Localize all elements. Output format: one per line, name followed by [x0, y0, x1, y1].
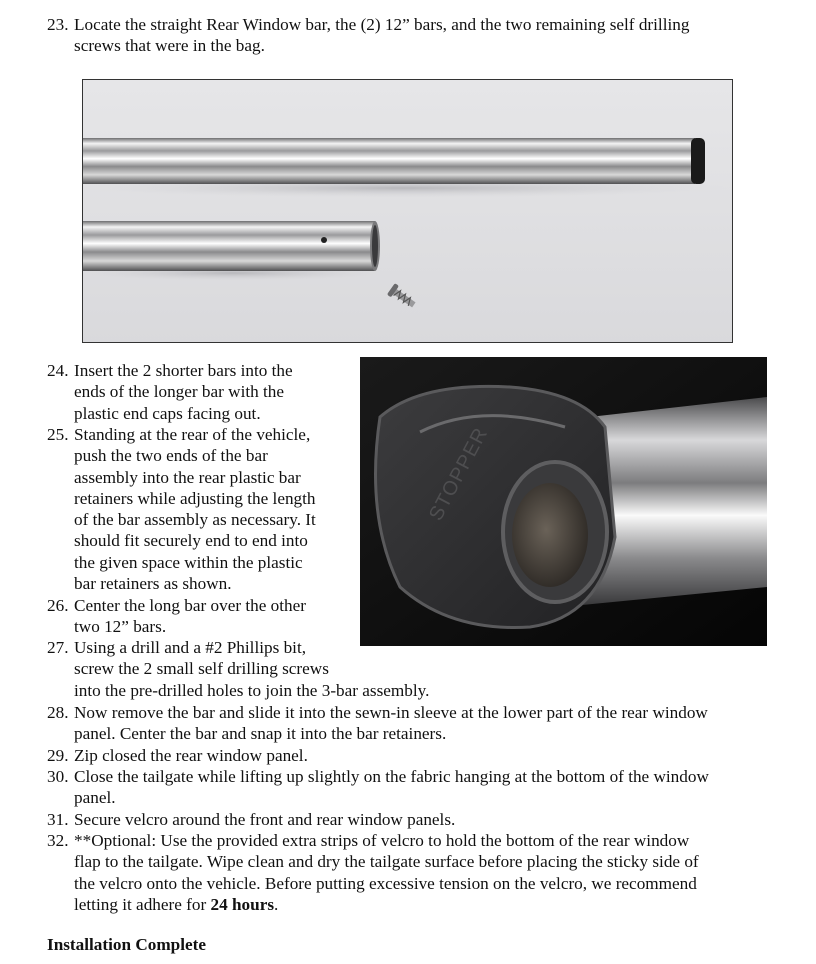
step-line: Insert the 2 shorter bars into the [74, 361, 293, 380]
step-line: ends of the longer bar with the [74, 382, 285, 402]
step-number: 26. [47, 596, 69, 615]
step-line: the velcro onto the vehicle. Before putting excessive tension on the velcro, we recommend [74, 873, 697, 893]
step-line: Center the long bar over the other [74, 596, 306, 615]
step-line: bar retainers as shown. [74, 574, 232, 594]
step-line: plastic end caps facing out. [74, 403, 261, 423]
step-line: panel. [74, 788, 116, 808]
step-line [74, 894, 699, 915]
step-text [74, 766, 709, 809]
step-number: 31. [47, 810, 69, 829]
step-line: Secure velcro around the front and rear window panels. [74, 810, 456, 829]
bold-duration: 24 hours [210, 894, 275, 914]
step-line: should fit securely end to end into [74, 531, 308, 551]
step-text [74, 14, 689, 57]
step-line: panel. Center the bar and snap it into the bar retainers. [74, 724, 447, 744]
step-text [74, 702, 708, 745]
step-number: 29. [47, 746, 69, 765]
step-text [74, 637, 429, 701]
step-text [74, 424, 316, 594]
step-line: assembly into the rear plastic bar [74, 467, 301, 487]
step-number: 30. [47, 767, 69, 786]
step-line: Zip closed the rear window panel. [74, 746, 308, 765]
bars-and-screw-photo [82, 79, 733, 343]
step-line: retainers while adjusting the length [74, 488, 316, 508]
step-line: flap to the tailgate. Wipe clean and dry the tailgate surface before placing the sticky side of [74, 852, 699, 872]
step-text [74, 745, 308, 766]
step-line: screw the 2 small self drilling screws [74, 659, 329, 679]
step-number: 24. [47, 361, 69, 380]
step-line: screws that were in the bag. [74, 36, 265, 56]
step-number: 27. [47, 638, 69, 657]
step-line: Now remove the bar and slide it into the sewn-in sleeve at the lower part of the rear window [74, 703, 708, 722]
step-line: the given space within the plastic [74, 552, 303, 572]
step-line-text: letting it adhere for [74, 894, 211, 914]
step-line: two 12” bars. [74, 617, 167, 637]
step-line: Standing at the rear of the vehicle, [74, 425, 311, 444]
step-text [74, 360, 293, 424]
step-line: **Optional: Use the provided extra strips of velcro to hold the bottom of the rear window [74, 831, 690, 850]
step-line: of the bar assembly as necessary. It [74, 510, 316, 530]
step-text [74, 595, 306, 638]
step-line: push the two ends of the bar [74, 446, 268, 466]
step-line: into the pre-drilled holes to join the 3-bar assembly. [74, 680, 430, 700]
step-number: 23. [47, 15, 69, 34]
step-line-end: . [274, 894, 279, 914]
step-number: 25. [47, 425, 69, 444]
step-line: Using a drill and a #2 Phillips bit, [74, 638, 307, 657]
step-line: Locate the straight Rear Window bar, the (2) 12” bars, and the two remaining self drilling [74, 15, 690, 34]
step-number: 28. [47, 703, 69, 722]
step-number: 32. [47, 831, 69, 850]
step-text [74, 809, 455, 830]
retainer-closeup-photo [360, 357, 767, 646]
retainer-brand-text: STOPPER [424, 423, 493, 525]
step-text [74, 830, 699, 915]
installation-complete-heading: Installation Complete [47, 935, 206, 954]
step-line: Close the tailgate while lifting up slightly on the fabric hanging at the bottom of the window [74, 767, 709, 786]
